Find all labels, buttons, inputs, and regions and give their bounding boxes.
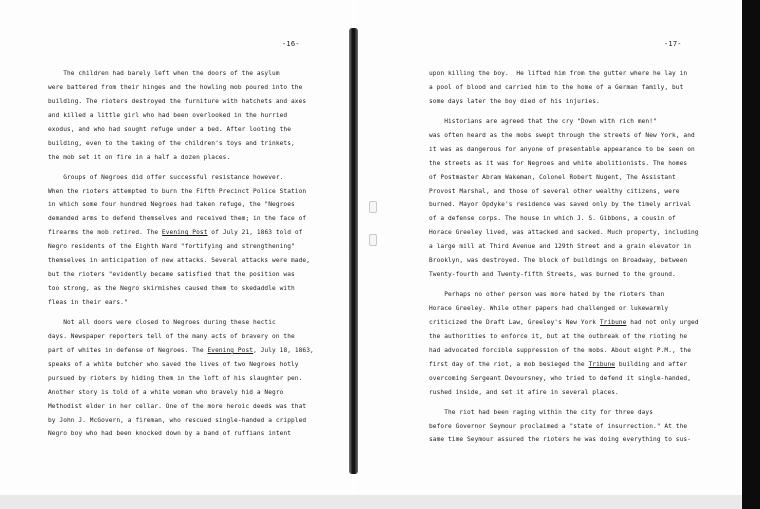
text-line: and killed a little girl who had been overlooked in the hurried <box>48 111 288 119</box>
text-line: demanded arms to defend themselves and received them; in the face of <box>48 215 307 223</box>
text-line: too strong, as the Negro skirmishes caused them to skedaddle with <box>48 285 295 293</box>
text-line: part of whites in defense of Negroes. The Evening Post, July 18, 1863, <box>48 346 314 354</box>
text-line: Perhaps no other person was more hated by the rioters than <box>429 291 665 299</box>
text-line: criticized the Draft Law, Greeley's New York Tribune had not only urged <box>429 318 699 326</box>
page-number: -17- <box>664 40 682 48</box>
text-line: Horace Greeley. While other papers had challenged or lukewarmly <box>429 305 669 312</box>
text-line: firearms the mob retired. The Evening Post of July 21, 1863 told of <box>48 229 303 237</box>
text-line: by John J. McGovern, a fireman, who rescued single-handed a crippled <box>48 416 307 424</box>
text-line: When the rioters attempted to burn the Fifth Precinct Police Station <box>48 187 307 195</box>
text-line: Negro residents of the Eighth Ward "fortifying and strengthening" <box>48 243 295 251</box>
text-line: Groups of Negroes did offer successful resistance however. <box>48 173 284 181</box>
text-line: of a defense corps. The house in which J. S. Gibbons, a cousin of <box>429 215 676 223</box>
underlined-title: Evening Post <box>207 346 254 354</box>
text-line: the mob set it on fire in a half a dozen places. <box>48 153 231 161</box>
text-line: building. The rioters destroyed the furniture with hatchets and axes <box>48 97 307 105</box>
text-line: exodus, and who had sought refuge under a bed. After looting the <box>48 125 292 133</box>
scan-edge <box>742 0 760 509</box>
text-line: days. Newspaper reporters tell of the many acts of bravery on the <box>48 332 295 340</box>
text-line: the streets as it was for Negroes and white abolitionists. The homes <box>429 159 688 167</box>
page-body <box>48 67 314 441</box>
text-line: Brooklyn, was destroyed. The block of buildings on Broadway, between <box>429 257 688 265</box>
text-line: speaks of a white butcher who saved the lives of two Negroes hotly <box>48 360 299 368</box>
text-line: overcoming Sergeant Devoursney, who tried to defend it single-handed, <box>429 374 691 382</box>
text-line: upon killing the boy. He lifted him from the gutter where he lay in <box>429 70 688 77</box>
text-line: first day of the riot, a mob besieged the Tribune building and after <box>429 360 688 368</box>
text-line: The children had barely left when the doors of the asylum <box>48 70 280 77</box>
text-line: a large mill at Third Avenue and 129th Street and a grain elevator in <box>429 243 691 251</box>
text-line: but the rioters "evidently became satisfied that the position was <box>48 271 295 279</box>
text-line: had advocated forcible suppression of the mobs. About eight P.M., the <box>429 346 691 354</box>
scan-margin <box>0 495 742 509</box>
text-line: rushed inside, and set it afire in several places. <box>429 388 619 396</box>
text-line: Methodist elder in her cellar. One of the more heroic deeds was that <box>48 402 307 410</box>
text-line: before Governor Seymour proclaimed a "state of insurrection." At the <box>429 422 688 430</box>
text-line: same time Seymour assured the rioters he was doing everything to sus- <box>429 436 691 444</box>
text-line: themselves in anticipation of new attacks. Several attacks were made, <box>48 257 310 265</box>
text-line: Provost Marshal, and those of several other wealthy citizens, were <box>429 187 680 195</box>
underlined-title: Tribune <box>588 360 616 368</box>
text-line: The riot had been raging within the city for three days <box>429 408 654 416</box>
left-page <box>0 0 352 495</box>
text-line: of Postmaster Abram Wakeman, Colonel Robert Nugent, The Assistant <box>429 173 676 181</box>
text-line: a pool of blood and carried him to the home of a German family, but <box>429 83 684 91</box>
text-line: it was as dangerous for anyone of presentable appearance to be seen on <box>429 145 695 153</box>
text-line: some days later the boy died of his injuries. <box>429 97 600 105</box>
text-line: Negro boy who had been knocked down by a band of ruffians intent <box>48 430 292 438</box>
text-line: was often heard as the mobs swept through the streets of New York, and <box>429 131 695 139</box>
page-body <box>429 67 699 447</box>
text-line: burned. Mayor Opdyke's residence was saved only by the timely arrival <box>429 201 691 209</box>
text-line: Twenty-fourth and Twenty-fifth Streets, was burned to the ground. <box>429 271 676 279</box>
text-line: were battered from their hinges and the howling mob poured into the <box>48 83 303 91</box>
binder-hole <box>369 201 377 213</box>
text-line: Not all doors were closed to Negroes during these hectic <box>48 318 276 326</box>
underlined-title: Tribune <box>599 318 627 326</box>
text-line: in which some four hundred Negroes had taken refuge, the "Negroes <box>48 201 295 209</box>
underlined-title: Evening Post <box>161 229 208 237</box>
text-line: building, even to the taking of the children's toys and trinkets, <box>48 139 295 147</box>
text-line: Another story is told of a white woman who bravely hid a Negro <box>48 388 284 396</box>
binding-gutter <box>349 28 358 474</box>
text-line: the authorities to enforce it, but at the outbreak of the rioting he <box>429 332 688 340</box>
page-number: -16- <box>282 40 300 48</box>
text-line: pursued by rioters by hiding them in the loft of his slaughter pen. <box>48 374 303 382</box>
text-line: Historians are agreed that the cry "Down with rich men!" <box>429 117 657 125</box>
right-page <box>356 0 742 495</box>
text-line: Horace Greeley lived, was attacked and sacked. Much property, including <box>429 229 699 237</box>
text-line: fleas in their ears." <box>48 299 128 306</box>
binder-hole <box>369 234 377 246</box>
